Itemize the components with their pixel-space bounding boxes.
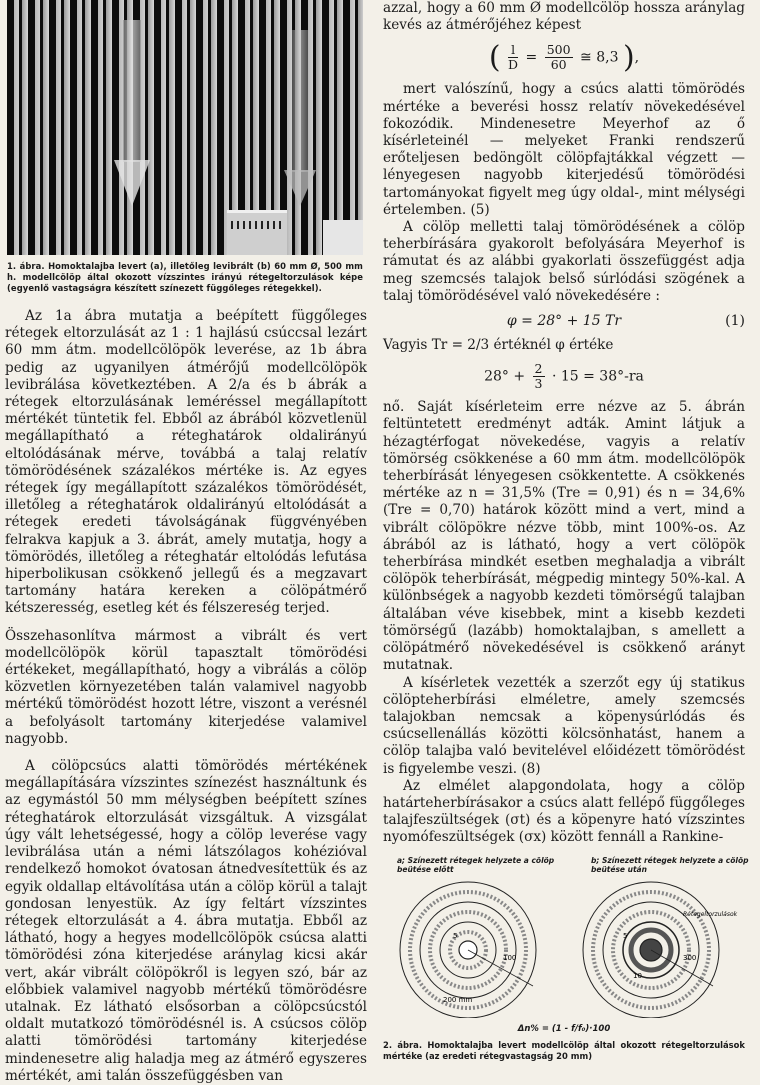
figure2-rings [383,878,745,1018]
ring-label: 100 [503,954,517,962]
equation-2: 28° + $\frac{2}{3}$ · 15 = 38°-ra [484,361,644,392]
paragraph: mert valószínű, hogy a csúcs alatti tömörödés mértéke a beverési hossz relatív növekedésével fokozódik. Mindenesetre Meyerhof az ő kísérleteinél — melyeket Franki rendszerű erőteljesen bedöngölt cölöpfajtákkal végzett — lényegesen nagyobb kiterjedésű tömörödési tartományokat figyelt meg úgy oldal-, mint mélységi értelemben. (5) [383,81,745,218]
figure2-label-a: a; Színezett rétegek helyzete a cölöp beütése előtt [397,856,555,874]
figure1-caption: 1. ábra. Homoktalajba levert (a), illetőleg levibrált (b) 60 mm Ø, 500 mm h. modellcölöp által okozott vízszintes irányú rétegeltorzulások képe (egyenlő vastagságra készített színezett függőleges rétegekkel). [7,261,363,293]
ring-label: 300 [683,954,697,962]
ring-label: 10 [633,972,642,980]
paragraph: Az 1a ábra mutatja a beépített függőleges rétegek eltorzulását az 1 : 1 hajlású csúccsal lezárt 60 mm átm. modellcölöpök leverése, az 1b ábra pedig az ugyanilyen átmérőjű modellcölöpök levibrálása következtében. A 2/a és b ábrák a rétegek eltorzulásának leméréssel megállapított mértékét tüntetik fel. Ebből az ábrából közvetlenül megállapítható a réteghatárok oldalirányú eltolódásának mérve, továbbá a talaj relatív tömörödésének százalékos mértéke is. Az egyes rétegek így megállapított százalékos tömörödését, illetőleg a réteghatárok oldalirányú eltolódását a rétegek eredeti távolságának függvényében felrakva kapjuk a 3. ábrát, amely mutatja, hogy a tömörödés, illetőleg a réteghatár eltolódás lefutása hiperbolikusan csökkenő jellegű és a megzavart tartomány határa kereken a cölöpátmérő kétszeresség, esetleg két és félszereség terjed. [5,308,367,617]
inner-label: Rétegeltorzulások [683,911,738,918]
paragraph: Az elmélet alapgondolata, hogy a cölöp határteherbírásakor a csúcs alatt fellépő függőleges talajfeszültségek (σt) és a köpenyre ható vízszintes nyomófeszültségek (σx) között fennáll a Rankine- [383,777,745,846]
pile-a-shaft [123,20,141,162]
equation-1: φ = 28° + 15 Tr (1) [506,313,745,330]
left-column [5,0,367,1085]
figure2-label-b: b; Színezett rétegek helyzete a cölöp beütése után [591,856,749,874]
pile-a-tip [114,160,150,206]
paragraph: A cölöpcsúcs alatti tömörödés mértékének megállapítására vízszintes színezést használtunk és az egymástól 50 mm mélységben beépített színes réteghatárok eltorzulását vizsgáltuk. A vizsgálat úgy vált lehetségessé, hogy a cölöp leverése vagy levibrálása után a némi látszólagos kohézióval rendelkező homokot óvatosan átnedvesítettük és az egyik oldallap eltávolítása után a cölöp körül a talajt gondosan lenyestük. Az így feltárt vízszintes rétegek eltorzulását a 4. ábra mutatja. Ebből az látható, hogy a hegyes modellcölöpök csúcsa alatti tömörödési zóna kiterjedése aránylag kicsi akár vert, akár vibrált cölöpökről is legyen szó, bár az előbbiek valamivel nagyobb mértékű tömörödésre utalnak. Ez látható elsősorban a cölöpcsúcstól oldalt mutatkozó tömörödésnél is. A csúcsos cölöp alatti tömörödési tartomány kiterjedése mindenesetre alig haladja meg az átmérő egyszeres mértékét, ami talán összefüggésben van [5,758,367,1084]
figure1-photo [7,0,363,255]
right-column [383,0,745,847]
ring-label: 5 [623,932,628,940]
color-stripes [7,0,363,255]
figure2-caption: 2. ábra. Homoktalajba levert modellcölöp által okozott rétegeltorzulások mértéke (az eredeti rétegvastagság 20 mm) [383,1040,745,1061]
pile-b-shaft [292,30,308,172]
ring-label: 200 mm [443,996,473,1004]
figure2-formula: Δn% = (1 - f/f₀)·100 [517,1024,611,1034]
paragraph: azzal, hogy a 60 mm Ø modellcölöp hossza aránylag kevés az átmérőjéhez képest [383,0,745,34]
paragraph: nő. Saját kísérleteim erre nézve az 5. ábrán feltüntetett eredményt adták. Amint látjuk a hézagtérfogat növekedése, vagyis a relatív tömörség csökkenése a 60 mm átm. modellcölöpök teherbírását lényegesen csökkentette. A csökkenés mértéke az n = 31,5% (Tre = 0,91) és n = 34,6% (Tre = 0,70) határok között mind a vert, mind a vibrált cölöpökre nézve több, mint 100%-os. Az ábrából az is látható, hogy a vert cölöpök teherbírása mindkét esetben meghaladja a vibrált cölöpök teherbírását, mégpedig mintegy 50%-kal. A különbségek a nagyobb kezdeti tömörségű talajban általában véve kisebbek, mint a kisebb kezdeti tömörségű (lazább) homoktalajban, s amellett a cölöpátmérő növekedésével is csökkenő arányt mutatnak. [383,399,745,674]
paragraph: A cölöp melletti talaj tömörödésének a cölöp teherbírására gyakorolt befolyására Meyerhof is rámutat és az alábbi gyakorlati összefüggést adja meg szemcsés talajok belső súrlódási szögének a talaj tömörödésével való növekedésére : [383,219,745,304]
ratio-formula: ( $\frac{l}{D}$ = $\frac{500}{60}$ ≅ 8,3 ), [488,40,640,76]
ring-label: 5 [453,932,458,940]
rings-b [583,882,719,1018]
equation-number: (1) [725,313,745,330]
figure2 [383,848,749,1062]
paragraph: Összehasonlítva mármost a vibrált és vert modellcölöpök körül tapasztalt tömörödési értékeket, megállapítható, hogy a vibrálás a cölöp közvetlen környezetében talán valamivel nagyobb mértékű tömörödést hozott létre, viszont a verésnél a befolyásolt tartomány kiterjedése valamivel nagyobb. [5,627,367,747]
photo-corner [323,220,363,255]
ruler [227,210,287,255]
paragraph: Vagyis Tr = 2/3 értéknél φ értéke [383,337,614,354]
pile-b-tip [284,170,316,206]
paragraph: A kísérletek vezették a szerzőt egy új statikus cölöpteherbírási elméletre, amely szemcsés talajokban nemcsak a köpenysúrlódás és csúcsellenállás közötti kölcsönhatást, hanem a cölöp talajba való bevitelével előidézett tömörödést is figyelembe veszi. (8) [383,674,745,777]
